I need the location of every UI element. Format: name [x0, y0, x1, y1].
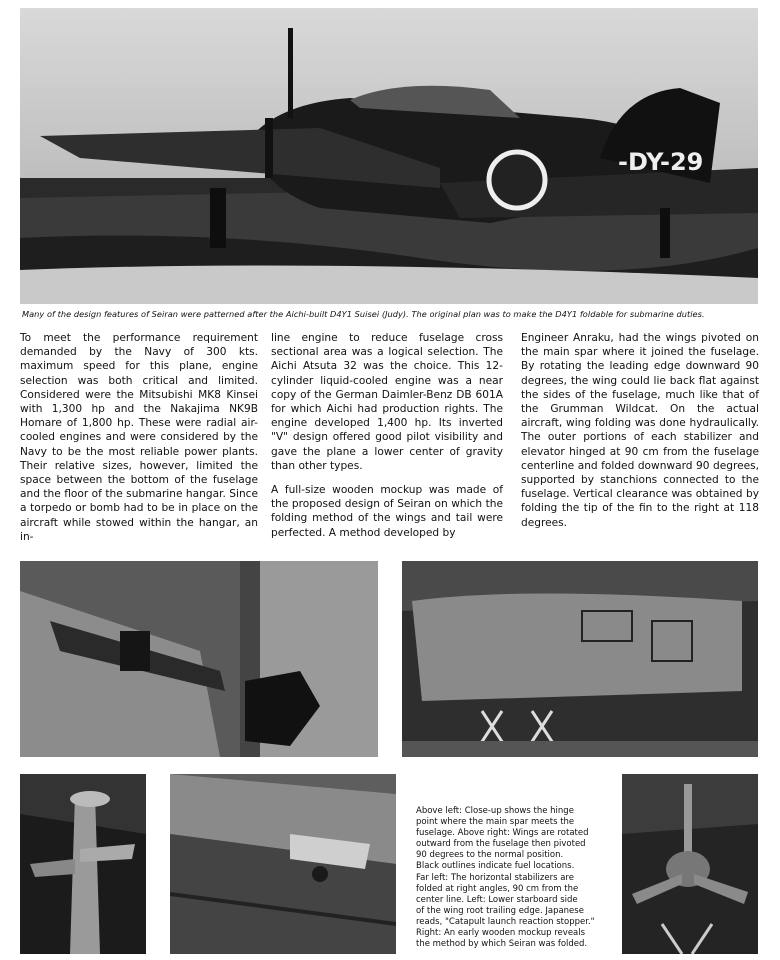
tail-marking: -DY-29: [618, 148, 704, 176]
photo-wings-rotated: [402, 561, 758, 757]
body-paragraph: A full-size wooden mockup was made of the proposed design of Seiran on which the folding method of the wings and tail were perfected. A method developed by: [271, 484, 503, 539]
top-photo-caption: Many of the design features of Seiran were patterned after the Aichi-built D4Y1 Suisei (Judy). The original plan was to make the D4Y1 foldable for submarine duties.: [22, 309, 705, 319]
caption-line: 90 degrees to the normal position.: [416, 850, 564, 861]
caption-line: folded at right angles, 90 cm from the: [416, 883, 579, 894]
lower-photo-caption: [416, 806, 612, 950]
body-column-2: [271, 331, 503, 548]
caption-line: Above left: Close-up shows the hinge: [416, 806, 574, 816]
body-paragraph: Engineer Anraku, had the wings pivoted on the main spar where it joined the fuselage. By rotating the leading edge downward 90 degrees, the wing could lie back flat against the sides of the fuselage, much like that of the Grumman Wildcat. On the actual aircraft, wing folding was done hydraulically. The outer portions of each stabilizer and elevator hinged at 90 cm from the fuselage centerline and folded downward 90 degrees, supported by stanchions connected to the fuselage. Vertical clearance was obtained by folding the tip of the fin to the right at 118 degrees.: [521, 332, 759, 529]
caption-line: point where the main spar meets the: [416, 817, 575, 828]
photo-wooden-mockup: [622, 774, 758, 954]
caption-line: fuselage. Above right: Wings are rotated: [416, 828, 589, 839]
body-column-1: [20, 331, 258, 552]
caption-line: Far left: The horizontal stabilizers are: [416, 872, 574, 883]
photo-wing-root-trailing-edge: [170, 774, 396, 954]
caption-line: the method by which Seiran was folded.: [416, 939, 588, 950]
body-column-3: [521, 331, 759, 538]
caption-line: Black outlines indicate fuel locations.: [416, 861, 575, 872]
photo-hinge-closeup: [20, 561, 378, 757]
caption-line: of the wing root trailing edge. Japanese: [416, 905, 584, 916]
body-paragraph: line engine to reduce fuselage cross sectional area was a logical selection. The Aichi Atsuta 32 was the choice. This 12-cylinder liquid-cooled engine was a near copy of the German Daimler-Benz DB 601A for which Aichi had production rights. The engine developed 1,400 hp. Its inverted "V" design offered good pilot visibility and gave the plane a lower center of gravity than other types.: [271, 332, 503, 472]
caption-line: outward from the fuselage then pivoted: [416, 839, 586, 850]
caption-line: center line. Left: Lower starboard side: [416, 894, 578, 905]
photo-d4y1-suisei: [20, 8, 758, 304]
caption-line: reads, "Catapult launch reaction stopper.": [416, 916, 595, 927]
body-paragraph: To meet the performance requirement demanded by the Navy of 300 kts. maximum speed for this plane, engine selection was both critical and limited. Considered were the Mitsubishi MK8 Kinsei with 1,300 hp and the Nakajima NK9B Homare of 1,800 hp. These were radial air-cooled engines and were considered by the Navy to be the most reliable power plants. Their relative sizes, however, limited the space between the bottom of the fuselage and the floor of the submarine hangar. Since a torpedo or bomb had to be in place on the aircraft while stowed within the hangar, an in-: [20, 332, 258, 543]
caption-line: Right: An early wooden mockup reveals: [416, 928, 586, 939]
photo-stabilizers-folded: [20, 774, 146, 954]
